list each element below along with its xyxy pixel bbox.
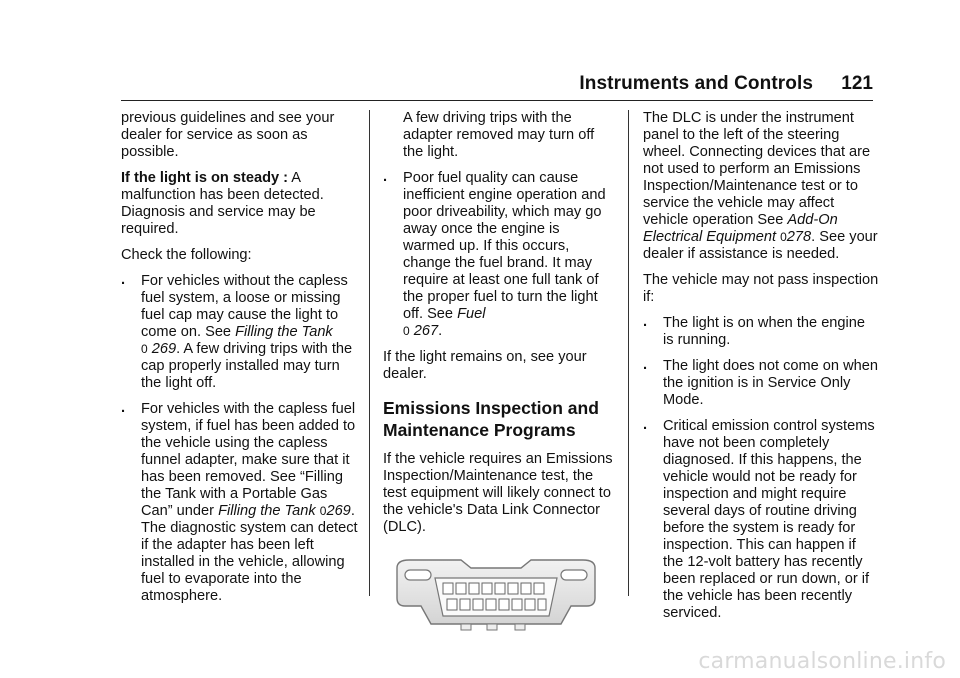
list-item: . Critical emission control systems have not been completely diagnosed. If this happens, the vehicle would not be ready for inspection and might require several days of routine driving before the system is ready for inspection. This can happen if the 12-volt battery has recently been replaced or run down, or if the vehicle has been recently serviced.	[643, 417, 875, 621]
bullet-marker: .	[121, 272, 126, 288]
bullet-marker: .	[643, 314, 648, 330]
page-header	[121, 72, 873, 101]
cross-reference-link[interactable]: Fuel	[457, 306, 486, 322]
page-ref-arrow-icon: 0	[780, 230, 787, 244]
column-divider	[628, 110, 629, 596]
page-reference[interactable]: 269	[151, 341, 177, 357]
bullet-marker: .	[383, 169, 388, 185]
page-reference[interactable]: 267	[413, 323, 439, 339]
paragraph: If the vehicle requires an Emissions Inspection/Maintenance test, the test equipment will likely connect to the vehicle's Data Link Connector (DLC).	[383, 451, 613, 535]
bullet-marker: .	[643, 417, 648, 433]
page-number: 121	[841, 73, 873, 94]
watermark: carmanualsonline.info	[698, 649, 946, 674]
cross-reference-link[interactable]: Filling the Tank	[218, 503, 316, 519]
page-ref-arrow-icon: 0	[141, 342, 148, 356]
section-heading: Emissions Inspection and Maintenance Programs	[383, 398, 599, 440]
paragraph: If the light remains on, see your dealer.	[383, 349, 587, 382]
page-ref-arrow-icon: 0	[403, 324, 410, 338]
list-item: . For vehicles with the capless fuel system, if fuel has been added to the vehicle using the capless funnel adapter, make sure that it has been removed. See “Filling the Tank with a Portable Gas Can” under Filling the Tank 0269. The diagnostic system can detect if the adapter has been left installed in the vehicle, allowing fuel to evaporate into the atmosphere.	[121, 400, 358, 604]
list-item: . The light is on when the engine is running.	[643, 314, 866, 348]
paragraph-steady: If the light is on steady : A malfunction has been detected. Diagnosis and service may be required.	[121, 170, 324, 237]
cross-reference-link[interactable]: Add-On Electrical Equipment	[643, 212, 838, 245]
column-1	[121, 110, 361, 614]
run-in-heading: If the light is on steady :	[121, 170, 289, 186]
cross-reference-link[interactable]: Filling the Tank	[235, 324, 333, 340]
bullet-marker: .	[643, 357, 648, 373]
paragraph: previous guidelines and see your dealer for service as soon as possible.	[121, 110, 335, 160]
list-item: . The light does not come on when the ignition is in Service Only Mode.	[643, 357, 878, 408]
bullet-marker: .	[121, 400, 126, 416]
column-2	[383, 110, 615, 638]
paragraph-dlc-location: The DLC is under the instrument panel to the left of the steering wheel. Connecting devices that are not used to perform an Emissions Inspection/Maintenance test or to service the vehicle may affect vehicle operation See Add-On Electrical Equipment 0278. See your dealer if assistance is needed.	[643, 110, 878, 262]
list-item-continuation: A few driving trips with the adapter removed may turn off the light.	[403, 110, 595, 160]
list-item: . For vehicles without the capless fuel system, a loose or missing fuel cap may cause the light to come on. See Filling the Tank 0 269. A few driving trips with the cap properly installed may turn the light off.	[121, 272, 353, 391]
dlc-connector-illustration	[391, 554, 601, 638]
paragraph: Check the following:	[121, 247, 252, 263]
section-title: Instruments and Controls	[579, 73, 813, 94]
page-ref-arrow-icon: 0	[319, 504, 327, 518]
column-3	[643, 110, 879, 631]
paragraph: The vehicle may not pass inspection if:	[643, 272, 879, 305]
list-item: . Poor fuel quality can cause inefficient engine operation and poor driveability, which may go away once the engine is warmed up. If this occurs, change the fuel brand. It may require at least one full tank of the proper fuel to turn the light off. See Fuel 0 267.	[383, 169, 606, 339]
page-reference[interactable]: 278	[786, 229, 812, 245]
page-reference[interactable]: 269	[326, 503, 351, 519]
column-divider	[369, 110, 370, 596]
